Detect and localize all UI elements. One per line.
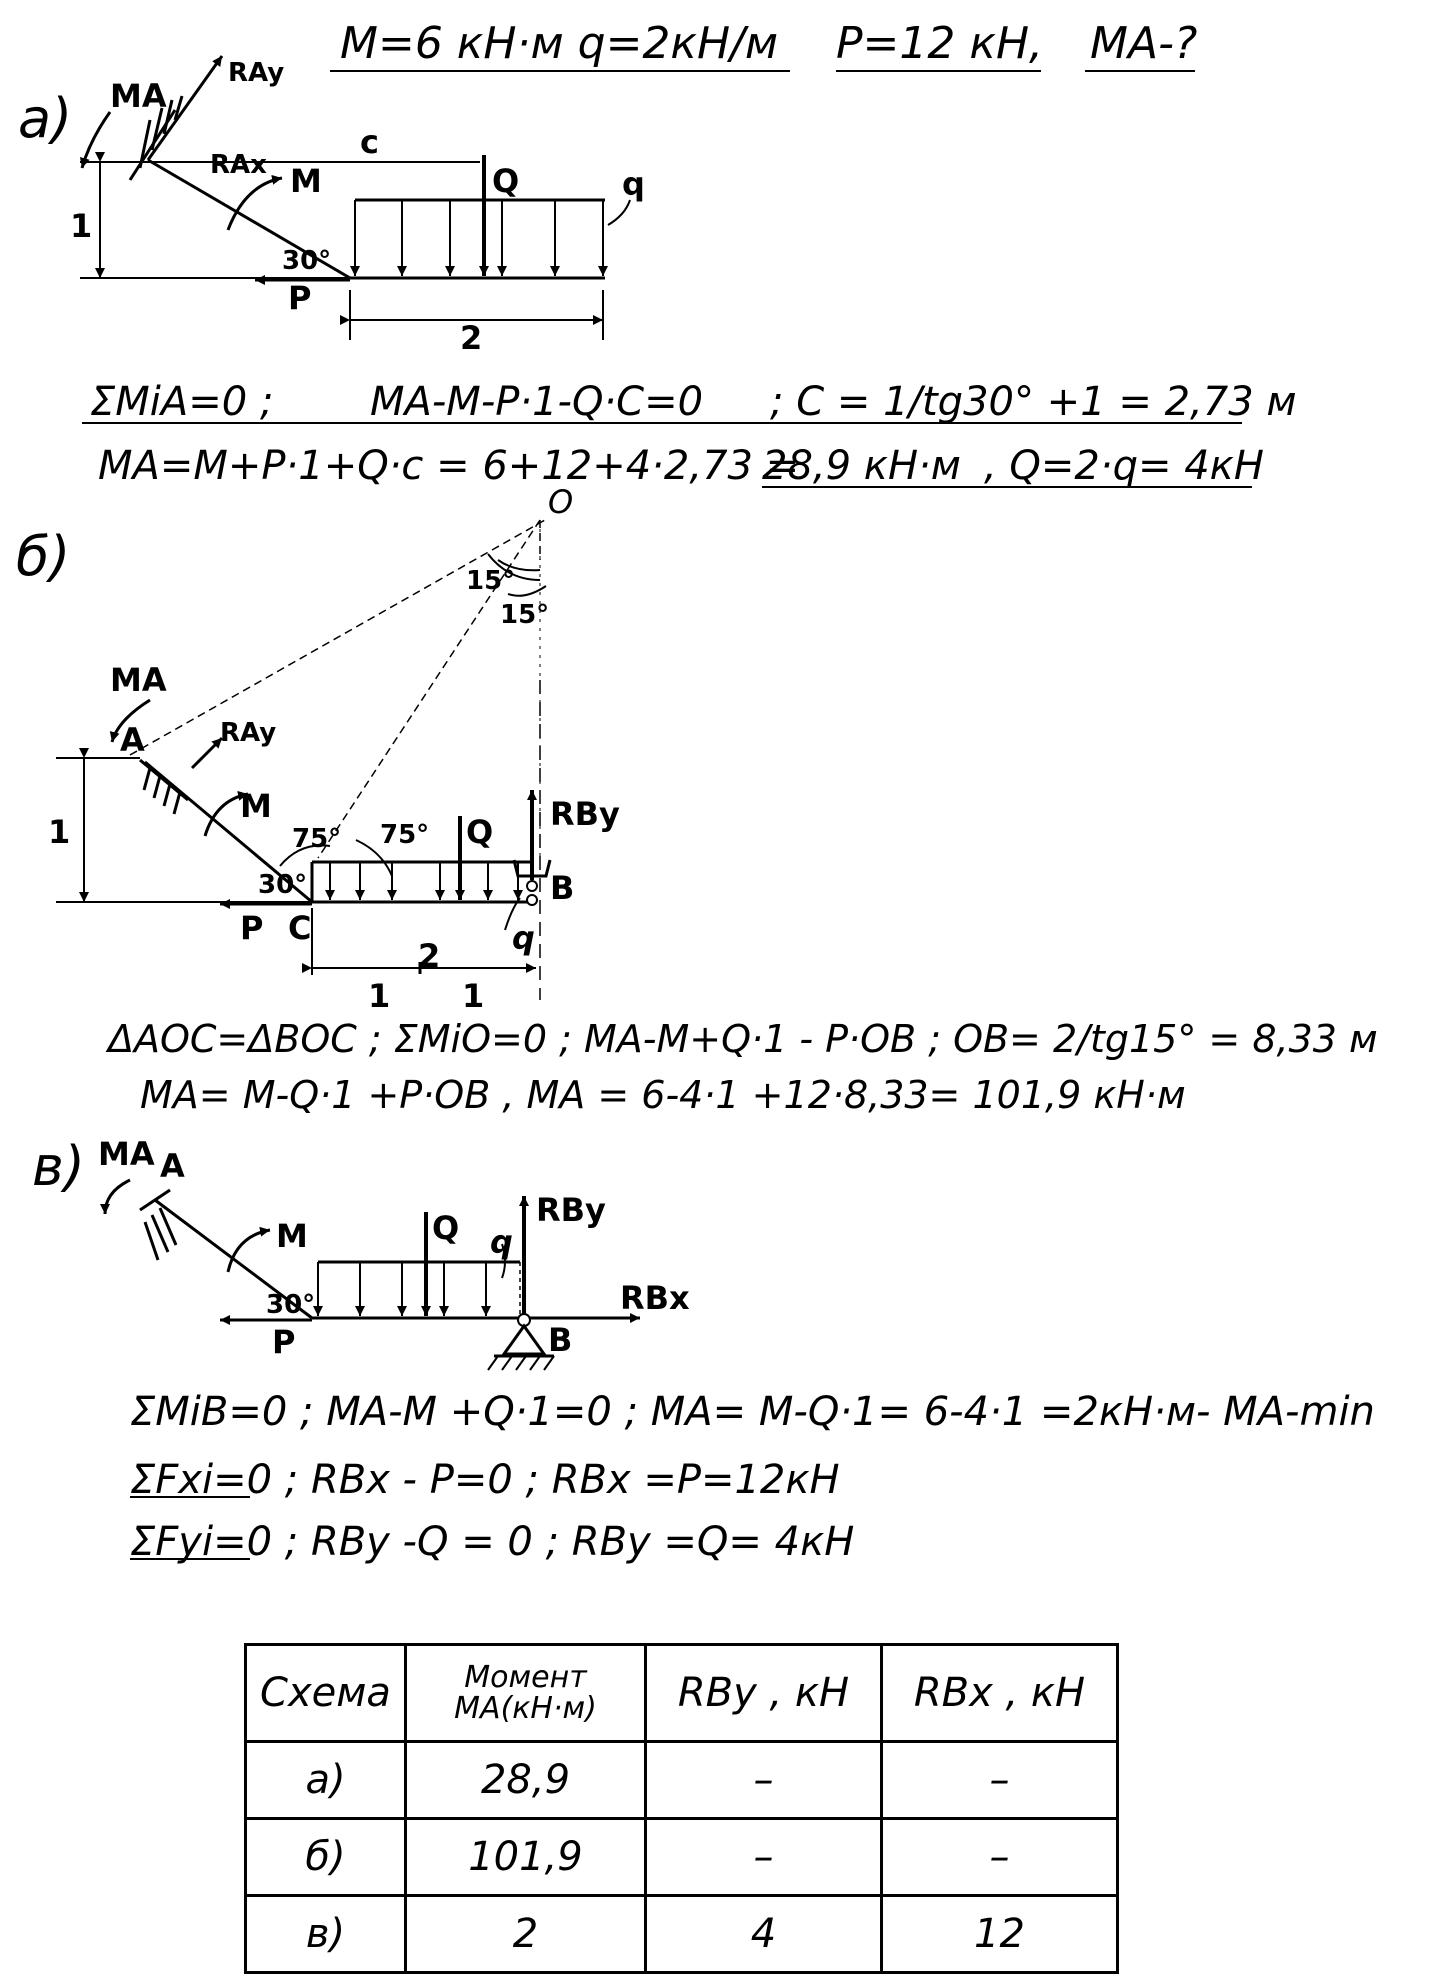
label-height-b: 1: [48, 813, 71, 851]
label-ray-a: RAy: [228, 58, 285, 88]
label-p-b: P: [240, 909, 264, 947]
label-75a-b: 75°: [292, 824, 342, 854]
table-cell-rbx: 12: [882, 1896, 1118, 1973]
equation-a-result: MA=M+P·1+Q·c = 6+12+4·2,73 =: [98, 443, 800, 489]
equation-a-q: , Q=2·q= 4кН: [984, 443, 1264, 489]
label-q-c: Q: [432, 1209, 460, 1247]
table-header-scheme: Схема: [246, 1645, 406, 1742]
equation-c-line1: ΣMiB=0 ; MA-M +Q·1=0 ; MA= M-Q·1= 6-4·1 =2кН·м- MA-min: [130, 1389, 1375, 1435]
label-rby-c: RBy: [536, 1191, 606, 1229]
label-small-q-b: q: [512, 919, 535, 957]
table-cell-moment: 101,9: [406, 1819, 646, 1896]
label-span-b: 2: [418, 937, 441, 975]
table-cell-moment: 2: [406, 1896, 646, 1973]
label-small-q-c: q: [490, 1223, 513, 1261]
section-c-marker: в): [32, 1135, 85, 1198]
label-q-b: Q: [466, 813, 494, 851]
label-30-b: 30°: [258, 870, 308, 900]
label-a-b: A: [120, 721, 145, 759]
given-values: M=6 кН·м q=2кН/м: [340, 18, 779, 69]
label-span-a: 2: [460, 319, 483, 357]
label-angle-a: 30°: [282, 246, 332, 276]
given-force-p: P=12 кН,: [836, 18, 1044, 69]
label-height-a: 1: [70, 207, 93, 245]
equation-a-sum: ΣMiA=0 ;: [90, 379, 274, 425]
table-cell-rbx: –: [882, 1819, 1118, 1896]
table-row: [246, 1896, 1118, 1973]
label-small-q-a: q: [622, 165, 645, 203]
label-75b-b: 75°: [380, 820, 430, 850]
table-row: [246, 1742, 1118, 1819]
eq-c-underline-2: [130, 1496, 250, 1498]
label-rax-a: RAx: [210, 150, 267, 180]
label-o-b: O: [548, 483, 574, 521]
table-cell-scheme: а): [246, 1742, 406, 1819]
label-b-b: B: [550, 869, 575, 907]
label-m-a: M: [290, 162, 322, 200]
equation-b-line1: ΔAOC=ΔBOC ; ΣMiO=0 ; MA-M+Q·1 - P·OB ; OB= 2/tg15° = 8,33 м: [108, 1017, 1378, 1061]
section-a-marker: а): [18, 87, 73, 150]
label-span1b-b: 1: [462, 977, 485, 1015]
label-rby-b: RBy: [550, 795, 620, 833]
table-header-moment: Момент MA(кН·м): [406, 1645, 646, 1742]
table-header-row: [246, 1645, 1118, 1742]
eq-c-underline-3: [130, 1558, 250, 1560]
label-span1a-b: 1: [368, 977, 391, 1015]
table-row: [246, 1819, 1118, 1896]
table-cell-rby: –: [646, 1742, 882, 1819]
label-30-c: 30°: [266, 1290, 316, 1320]
label-m-b: M: [240, 787, 272, 825]
section-b-marker: б): [16, 525, 71, 588]
table-cell-moment: 28,9: [406, 1742, 646, 1819]
label-c-a: c: [360, 123, 379, 161]
table-header-rby: RBy , кН: [646, 1645, 882, 1742]
equation-a-c: ; C = 1/tg30° +1 = 2,73 м: [770, 379, 1297, 425]
label-ray-b: RAy: [220, 718, 277, 748]
table-cell-scheme: в): [246, 1896, 406, 1973]
label-15a-b: 15°: [466, 566, 516, 596]
table-header-rbx: RBx , кН: [882, 1645, 1118, 1742]
equation-a-moment: MA-M-P·1-Q·C=0: [370, 379, 704, 425]
label-m-c: M: [276, 1217, 308, 1255]
label-ma-a: MA: [110, 77, 167, 115]
label-ma-b: MA: [110, 661, 167, 699]
equation-a-result-value: 28,9 кН·м: [762, 443, 961, 489]
label-rbx-c: RBx: [620, 1279, 690, 1317]
equation-c-line3: ΣFyi=0 ; RBy -Q = 0 ; RBy =Q= 4кН: [130, 1519, 855, 1565]
results-table: [244, 1643, 1119, 1974]
label-b-c: B: [548, 1321, 573, 1359]
equation-b-line2: MA= M-Q·1 +P·OB , MA = 6-4·1 +12·8,33= 101,9 кН·м: [140, 1073, 1186, 1117]
label-p-c: P: [272, 1323, 296, 1361]
label-q-a: Q: [492, 162, 520, 200]
label-ma-c: MA: [98, 1135, 155, 1173]
label-p-a: P: [288, 279, 312, 317]
unknown-moment: MA-?: [1090, 18, 1198, 69]
label-15b-b: 15°: [500, 600, 550, 630]
table-cell-scheme: б): [246, 1819, 406, 1896]
table-cell-rby: –: [646, 1819, 882, 1896]
equation-c-line2: ΣFxi=0 ; RBx - P=0 ; RBx =P=12кН: [130, 1457, 840, 1503]
table-cell-rbx: –: [882, 1742, 1118, 1819]
table-cell-rby: 4: [646, 1896, 882, 1973]
label-a-c: A: [160, 1147, 185, 1185]
label-c-b: C: [288, 909, 312, 947]
